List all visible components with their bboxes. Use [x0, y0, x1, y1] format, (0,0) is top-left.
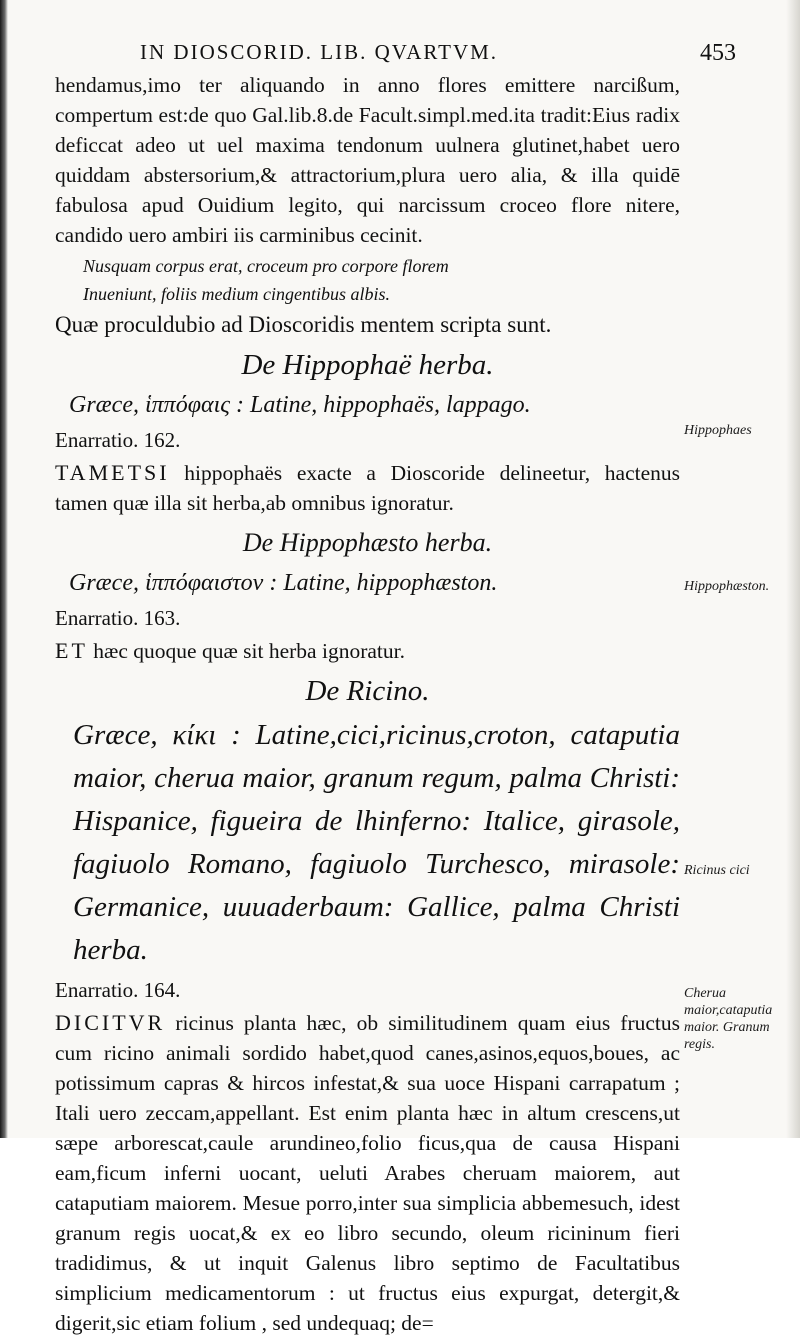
- section-body: hippophaës exacte a Dioscoride delineetur, hactenus tamen quæ illa sit herba,ab omnibus ignoratur.: [55, 461, 680, 515]
- running-title: IN DIOSCORID. LIB. QVARTVM.: [140, 40, 499, 64]
- margin-note-hippophaeston: Hippophæston.: [684, 579, 770, 594]
- paragraph-narcissus: hendamus,imo ter aliquando in anno flores emittere narcißum, compertum est:de quo Gal.lib.8.de Facult.simpl.med.ita tradit:Eius radix deficcat adeo ut uel maxima tendonum uulnera glutinet,habet uero quiddam abstersorium,& attractorium,plura uero alia, & illa quidē fabulosa apud Ouidium legito, qui narcissum croceo flore nitere, candido uero ambiri iis carminibus cecinit.: [55, 73, 680, 247]
- section-heading-hippophae: De Hippophaë herba.: [241, 349, 494, 381]
- margin-note-cherua: Cherua maior,cataputia maior. Granum regis.: [684, 986, 773, 1052]
- paragraph-conclusion: Quæ proculdubio ad Dioscoridis mentem scripta sunt.: [55, 312, 552, 337]
- section-text-hippophae: [55, 458, 680, 518]
- verse-line-1: Nusquam corpus erat, croceum pro corpore florem: [83, 256, 449, 276]
- margin-note-ricinus: Ricinus cici: [684, 863, 750, 878]
- lead-word: DICITVR: [55, 1010, 166, 1035]
- margin-note-hippophaes: Hippophaes: [684, 423, 752, 438]
- enarratio-163: Enarratio. 163.: [55, 606, 181, 630]
- page-edge-shadow: [786, 0, 800, 1138]
- section-heading-hippophaeston: De Hippophæsto herba.: [242, 528, 493, 557]
- page-number: 453: [700, 40, 736, 66]
- section-body: hæc quoque quæ sit herba ignoratur.: [93, 639, 405, 663]
- enarratio-162: Enarratio. 162.: [55, 428, 181, 452]
- section-heading-ricinus: De Ricino.: [305, 675, 430, 707]
- lead-word: TAMETSI: [55, 460, 170, 485]
- section-names-ricinus: Græce, κίκι : Latine,cici,ricinus,croton, cataputia maior, cherua maior, granum regum, palma Christi: Hispanice, figueira de lhinferno: Italice, girasole, fagiuolo Romano, fagiuolo Turchesco, mirasole: Germanice, uuuaderbaum: Gallice, palma Christi herba.: [73, 719, 680, 966]
- section-text-hippophaeston: [55, 636, 680, 666]
- lead-word: ET: [55, 638, 88, 663]
- verse-line-2: Inueniunt, foliis medium cingentibus albis.: [83, 284, 390, 304]
- section-names-hippophae: Græce, ἱππόφαις : Latine, hippophaës, lappago.: [69, 392, 531, 418]
- section-body: ricinus planta hæc, ob similitudinem quam eius fructus cum ricino animali sordido habet,quod canes,asinos,equos,boues, ac potissimum capras & hircos infestat,& sua uoce Hispani carrapatum ; Itali uero zeccam,appellant. Est enim planta hæc in altum crescens,ut sæpe arborescat,caule arundineo,folio ficus,qua de causa Hispani eam,ficum inferni uocant, ueluti Arabes cheruam maiorem, aut cataputiam maiorem. Mesue porro,inter sua simplicia abbemesuch, idest granum regis uocat,& ex eo libro secundo, oleum ricininum fieri tradidimus, & ut inquit Galenus libro septimo de Facultatibus simplicium medicamentorum : ut fructus eius expurgat, detergit,& digerit,sic etiam folium , sed undequaq; de=: [55, 1011, 681, 1335]
- section-names-hippophaeston: Græce, ἱππόφαιστον : Latine, hippophæston.: [69, 570, 498, 596]
- binding-gutter-shadow: [0, 0, 8, 1138]
- enarratio-164: Enarratio. 164.: [55, 978, 181, 1002]
- text-block: [55, 70, 680, 1338]
- section-text-ricinus: [55, 1008, 680, 1338]
